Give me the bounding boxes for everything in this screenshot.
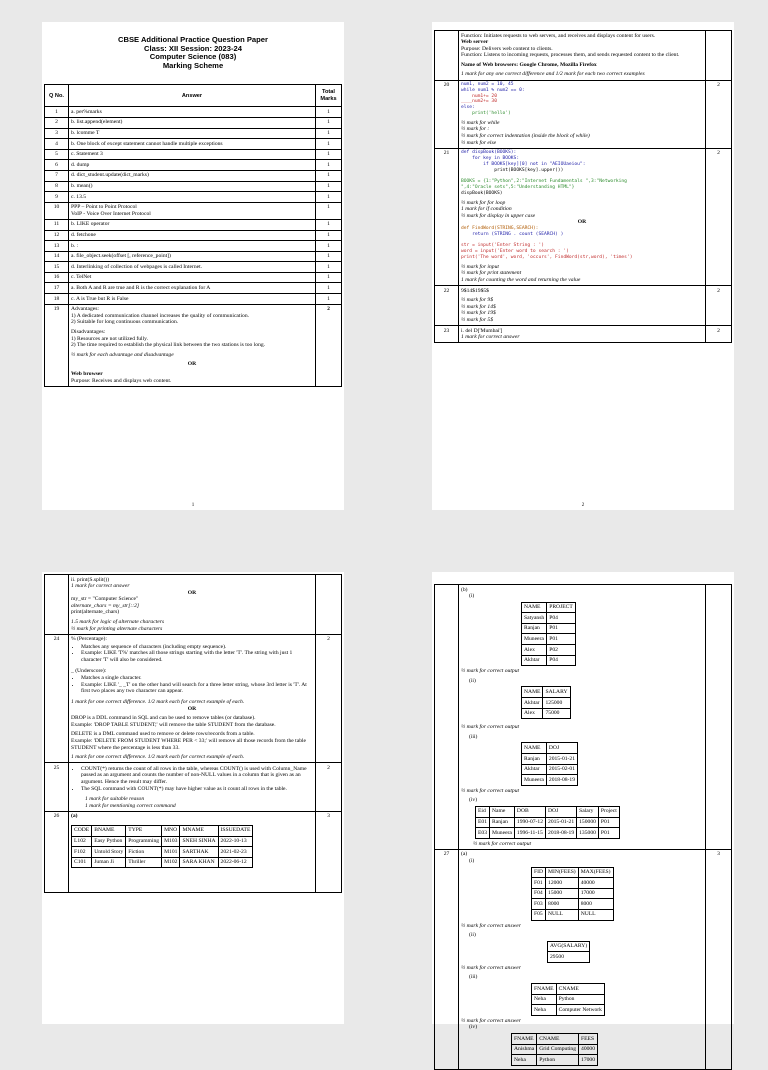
table-row-q21: 21 def dispBook(BOOKS): for key in BOOKS: if BOOKS[key][0] not in "AEIOUaeiou": print(BOOKS[key].upper()) BOOKS = {1:"Python",2:"Internet Fundamentals ",3:"Networking ",4:"Oracle sets",5:"Understanding HTML"} dispBook(BOOKS) ½ mark for for loop 1 mark for if condition ½ mark for display in upper case OR def FindWord(STRING,SEARCH): return (STRING . count (SEARCH) ) str = input('Enter String : ') word = input('Enter word to search : ') print('The word', word, 'occurs', FindWord(str,word), 'times') ½ mark for input ½ mark for print statement 1 mark for counting the word and returning the value 2 [435, 148, 732, 285]
table-cell: MNO [162, 825, 180, 836]
table-cell: 1990-07-12 [514, 817, 545, 828]
table-row: 11 b. LIKE operator 1 [45, 219, 342, 230]
table-cell: Neha [512, 1055, 537, 1066]
table-cell: CNAME [556, 984, 604, 995]
table-row: 12 d. fetchone 1 [45, 230, 342, 241]
code-block: num1, num2 = 10, 45 while num1 % num2 == 0: num1+= 20 ____num2+= 30 else: print('hello') [461, 82, 525, 117]
table-row [532, 984, 605, 995]
table-cell: 135000 [577, 828, 599, 839]
table-row [522, 708, 571, 719]
table-cell: Ranjan [522, 623, 547, 634]
table-cell: C101 [72, 857, 92, 868]
table-row [512, 1055, 598, 1066]
table-row [72, 825, 253, 836]
table-cell: Computer Network [556, 1005, 604, 1016]
table-cell: SNEH SINHA [180, 836, 218, 847]
table-row [72, 857, 253, 868]
table-cell: DOJ [546, 806, 577, 817]
table-cell: Python [556, 994, 604, 1005]
table-cell: 2015-01-21 [546, 754, 577, 765]
output-table [475, 806, 620, 839]
table-row: 4 b. One block of except statement cannot handle multiple exceptions 1 [45, 139, 342, 150]
table-cell: 1996-11-15 [514, 828, 545, 839]
table-cell: Thriller [126, 857, 162, 868]
table-row-q25: 25 • COUNT(*) returns the count of all rows in the table, whereas COUNT() is used with Column_Name passed as an argument and counts the number of non-NULL values in a column that is given as an argument. Hence the result may differ. • The SQL command with COUNT(*) may have higher value as it count all rows in the table. 1 mark for suitable reason 1 mark for mentioning correct command 2 [45, 763, 342, 812]
table-row: 15 d. Interlinking of collection of webpages is called Internet. 1 [45, 262, 342, 273]
table-row: 2 b. list.append(element) 1 [45, 117, 342, 128]
table-cell: Akhtar [522, 698, 543, 709]
table-cell: Akhtar [522, 655, 547, 666]
table-row: 16 c. TelNet 1 [45, 272, 342, 283]
table-row-q20: 20 num1, num2 = 10, 45 while num1 % num2 == 0: num1+= 20 ____num2+= 30 else: print('hello') ½ mark for while ½ mark for : ½ mark for correct indentation (inside the block of while) ½ mark for else 2 [435, 80, 732, 148]
table-cell: Grid Computing [537, 1044, 579, 1055]
table-row [522, 687, 571, 698]
table-cell: 150000 [577, 817, 599, 828]
table-cell: E03 [476, 828, 490, 839]
table-cell: 2018-08-19 [546, 828, 577, 839]
table-cell: Ranjan [522, 754, 547, 765]
page-4 [432, 572, 734, 1063]
table-cell: BNAME [92, 825, 126, 836]
table-cell: P04 [547, 613, 576, 624]
table-cell: FNAME [512, 1034, 537, 1045]
table-cell: M102 [162, 857, 180, 868]
table-cell: 15000 [546, 888, 579, 899]
page-number: 2 [581, 503, 585, 508]
answer-table-continued [434, 30, 732, 343]
code-block: def dispBook(BOOKS): for key in BOOKS: if BOOKS[key][0] not in "AEIOUaeiou": print(BOOKS[key].upper()) BOOKS = {1:"Python",2:"Internet Fundamentals ",3:"Networking ",4:"Oracle sets",5:"Understanding HTML"} dispBook(BOOKS) [461, 150, 627, 196]
table-cell: 17000 [579, 1055, 598, 1066]
table-cell: Anishma [512, 1044, 537, 1055]
table-row-q26-cont: (b) (i) NAME PROJECT Satyansh P04 Ranjan P01 Muneera P01 Alex P02 Akhtar P04 ½ mark for correct output (ii) NAME SALARY Akhtar 125000 Alex 75000 ½ mark for correct output (iii) NAME DOJ Ranjan 2015-01-21 Akhtar 2015-02-01 Muneera 2018-08-19 ½ mark for correct output (iv) Eid Name DOB DOJ Salary Project E01 Ranjan 1990-07-12 2015-01-21 150000 P01 E03 Muneera 1996-11-15 2018-08-19 135000 P01 ½ mark for correct output [435, 585, 732, 850]
table-cell: DOB [514, 806, 545, 817]
table-cell: 2018-08-19 [546, 775, 577, 786]
output-table [521, 742, 578, 785]
table-row [522, 754, 578, 765]
table-row: 18 c. A is True but R is False 1 [45, 294, 342, 305]
table-cell: SALARY [543, 687, 570, 698]
table-row [522, 775, 578, 786]
table-cell: F102 [72, 847, 92, 858]
table-cell: P02 [547, 645, 576, 656]
table-cell: DOJ [546, 743, 577, 754]
table-cell: NAME [522, 743, 547, 754]
output-table [531, 867, 614, 921]
table-cell: NAME [522, 687, 543, 698]
table-row [532, 1005, 605, 1016]
table-cell: Muneera [490, 828, 515, 839]
table-row [522, 623, 576, 634]
page-2 [432, 22, 734, 510]
table-cell: 8000 [546, 899, 579, 910]
table-cell: 29500 [548, 952, 590, 963]
table-cell: Name [490, 806, 515, 817]
table-cell: Easy Python [92, 836, 126, 847]
table-cell: Alex [522, 645, 547, 656]
table-row: 10 PPP – Point to Point Protocol VoIP - Voice Over Internet Protocol 1 [45, 202, 342, 219]
page-header: CBSE Additional Practice Question Paper Class: XII Session: 2023-24 Computer Science (083) Marking Scheme [118, 35, 268, 70]
table-cell: AVG(SALARY) [548, 941, 590, 952]
table-cell: P04 [547, 655, 576, 666]
code-block: def FindWord(STRING,SEARCH): return (STRING . count (SEARCH) ) str = input('Enter String : ') word = input('Enter word to search : ') print('The word', word, 'occurs', FindWord(str,word), 'times') [461, 225, 633, 260]
table-cell: Alex [522, 708, 543, 719]
answer-table-continued [44, 574, 342, 893]
table-cell: Muneera [522, 775, 547, 786]
table-cell: Untold Story [92, 847, 126, 858]
table-cell: Salary [577, 806, 599, 817]
table-row [548, 952, 590, 963]
table-row [548, 941, 590, 952]
table-row [522, 645, 576, 656]
table-row-q27: 27 (a) (i) FID MIN(FEES) MAX(FEES) F01 12000 40000 F04 15000 17000 F03 8000 8000 F05 NULL NULL ½ mark for correct answer (ii) AVG(SALARY) 29500 ½ mark for correct answer (iii) FNAME CNAME Neha Python Neha Computer Network ½ mark for correct answer (iv) FNAME CNAME FEES Anishma Grid Computing 40000 Neha Python 17000 3 [435, 849, 732, 1069]
table-row [522, 743, 578, 754]
table-row-q19-cont: Function: Initiates requests to web servers, and receives and displays content for users. Web server Purpose: Delivers web content to clients. Function: Listens to incoming requests, processes them, and sends requested content to the client. Name of Web browsers: Google Chrome, Mozilla Firefox 1 mark for any one correct difference and 1/2 mark for each two correct examples [435, 31, 732, 81]
table-row [522, 602, 576, 613]
table-cell: 125000 [543, 698, 570, 709]
table-row: 5 c. Statement 3 1 [45, 149, 342, 160]
table-cell: F03 [532, 899, 546, 910]
table-cell: MAX(FEES) [578, 867, 613, 878]
table-cell: Neha [532, 994, 557, 1005]
table-row [532, 878, 614, 889]
table-cell: Programming [126, 836, 162, 847]
output-table [547, 941, 590, 963]
table-cell: Python [537, 1055, 579, 1066]
table-header-row: Q No. Answer Total Marks [45, 85, 342, 107]
table-row [512, 1044, 598, 1055]
table-row [522, 655, 576, 666]
table-cell: CNAME [537, 1034, 579, 1045]
table-row: 8 b. mean() 1 [45, 181, 342, 192]
table-row-q23-cont: ii. print(S.split()) 1 mark for correct answer OR my_str = "Computer Science" alternate_chars = my_str[::2] print(alternate_chars) 1.5 mark for logic of alternate characters ½ mark for printing alternate characters [45, 575, 342, 635]
table-row: 1 a. per%marks 1 [45, 107, 342, 118]
table-row [522, 613, 576, 624]
table-cell: Ranjan [490, 817, 515, 828]
table-cell: P01 [547, 623, 576, 634]
table-cell: F04 [532, 888, 546, 899]
table-row-q26: 26 (a) CODE BNAME TYPE MNO MNAME ISSUEDATE L102 Easy Python Programming M103 SNEH SINHA 2022-10-13 F102 Untold Story Fiction M101 SARTHAK 2021-02-23 C101 Juman Ji Thriller M102 SARA KHAN 2022-06-12 3 [45, 811, 342, 892]
table-row [532, 909, 614, 920]
table-cell: M101 [162, 847, 180, 858]
table-cell: 2021-02-23 [218, 847, 253, 858]
table-cell: NULL [578, 909, 613, 920]
table-cell: Fiction [126, 847, 162, 858]
table-row [72, 847, 253, 858]
table-cell: SARTHAK [180, 847, 218, 858]
answer-table-continued [434, 584, 732, 1070]
table-cell: 2022-10-13 [218, 836, 253, 847]
output-table [511, 1033, 598, 1066]
table-row-q24: 24 % (Percentage): • Matches any sequence of characters (including empty sequence). • Example: LIKE 'T%' matches all those strings starting with the letter 'T'. The string with just 1 character 'T' will also be considered. _ (Underscore): • Matches a single character. • Example: LIKE '_ _T' on the other hand will search for a three letter string, whose 3rd letter is 'T'. At first two places any two character can appear. 1 mark for one correct difference. 1/2 mark each for correct example of each. OR DROP is a DDL command in SQL and can be used to remove tables (or database). Example: 'DROP TABLE STUDENT;' will remove the table STUDENT from the database. DELETE is a DML command used to remove or delete rows/records from a table. Example: 'DELETE FROM STUDENT WHERE PER < 33;' will remove all those records from the table STUDENT where the percentage is less than 33. 1 mark for one correct difference. 1/2 mark each for correct example of each. 2 [45, 634, 342, 763]
table-row [532, 867, 614, 878]
table-row: 13 b. : 1 [45, 241, 342, 252]
table-cell: M103 [162, 836, 180, 847]
page-number: 1 [191, 503, 195, 508]
table-cell: 2015-01-21 [546, 817, 577, 828]
table-cell: Neha [532, 1005, 557, 1016]
table-cell: TYPE [126, 825, 162, 836]
table-row: 14 a. file_object.seek(offset [, reference_point]) 1 [45, 251, 342, 262]
table-row-q22: 22 9$14$19$5$ ½ mark for 9$ ½ mark for 14$ ½ mark for 19$ ½ mark for 5$ 2 [435, 286, 732, 326]
table-cell: 2015-02-01 [546, 764, 577, 775]
table-cell: SARA KHAN [180, 857, 218, 868]
page-1 [42, 22, 344, 510]
table-cell: Project [598, 806, 619, 817]
table-cell: FID [532, 867, 546, 878]
table-cell: Muneera [522, 634, 547, 645]
table-row: 17 a. Both A and R are true and R is the correct explanation for A 1 [45, 283, 342, 294]
table-cell: E01 [476, 817, 490, 828]
table-cell: 40000 [579, 1044, 598, 1055]
table-row [512, 1034, 598, 1045]
table-cell: MNAME [180, 825, 218, 836]
table-cell: FEES [579, 1034, 598, 1045]
table-cell: P01 [547, 634, 576, 645]
table-cell: PROJECT [547, 602, 576, 613]
table-cell: F01 [532, 878, 546, 889]
answer-table [44, 84, 342, 386]
table-row [522, 698, 571, 709]
output-table [71, 825, 253, 868]
table-row [532, 899, 614, 910]
table-cell: NULL [546, 909, 579, 920]
table-cell: Satyansh [522, 613, 547, 624]
table-cell: P01 [598, 828, 619, 839]
table-cell: Juman Ji [92, 857, 126, 868]
table-row [522, 634, 576, 645]
table-row [72, 836, 253, 847]
table-row-q23: 23 i. del D['Mumbai'] 1 mark for correct answer 2 [435, 326, 732, 343]
table-row-q19: 19 Advantages: 1) A dedicated communication channel increases the quality of communication. 2) Suitable for long continuous communication. Disadvantages: 1) Resources are not utilized fully. 2) The time required to establish the physical link between the two stations is too long. ½ mark for each advantage and disadvantage OR Web browser Purpose: Receives and displays web content. 2 [45, 304, 342, 386]
table-row [476, 828, 620, 839]
table-cell: FNAME [532, 984, 557, 995]
table-row: 7 d. dict_student.update(dict_marks) 1 [45, 170, 342, 181]
table-cell: 40000 [578, 878, 613, 889]
table-cell: NAME [522, 602, 547, 613]
table-row [476, 806, 620, 817]
table-cell: 17000 [578, 888, 613, 899]
table-cell: L102 [72, 836, 92, 847]
table-cell: ISSUEDATE [218, 825, 253, 836]
table-cell: P01 [598, 817, 619, 828]
table-cell: 8000 [578, 899, 613, 910]
table-row: 6 d. dump 1 [45, 160, 342, 171]
table-cell: 12000 [546, 878, 579, 889]
table-row: 9 c. 13.5 1 [45, 192, 342, 203]
output-table [531, 983, 605, 1016]
table-cell: CODE [72, 825, 92, 836]
table-cell: F05 [532, 909, 546, 920]
table-cell: MIN(FEES) [546, 867, 579, 878]
output-table [521, 686, 571, 719]
page-3 [42, 572, 344, 1024]
output-table [521, 602, 576, 667]
table-cell: Akhtar [522, 764, 547, 775]
table-cell: 2022-06-12 [218, 857, 253, 868]
table-row [476, 817, 620, 828]
table-cell: Eid [476, 806, 490, 817]
table-row [522, 764, 578, 775]
table-cell: 75000 [543, 708, 570, 719]
table-row: 3 b. lcomme T 1 [45, 128, 342, 139]
table-row [532, 888, 614, 899]
table-row [532, 994, 605, 1005]
